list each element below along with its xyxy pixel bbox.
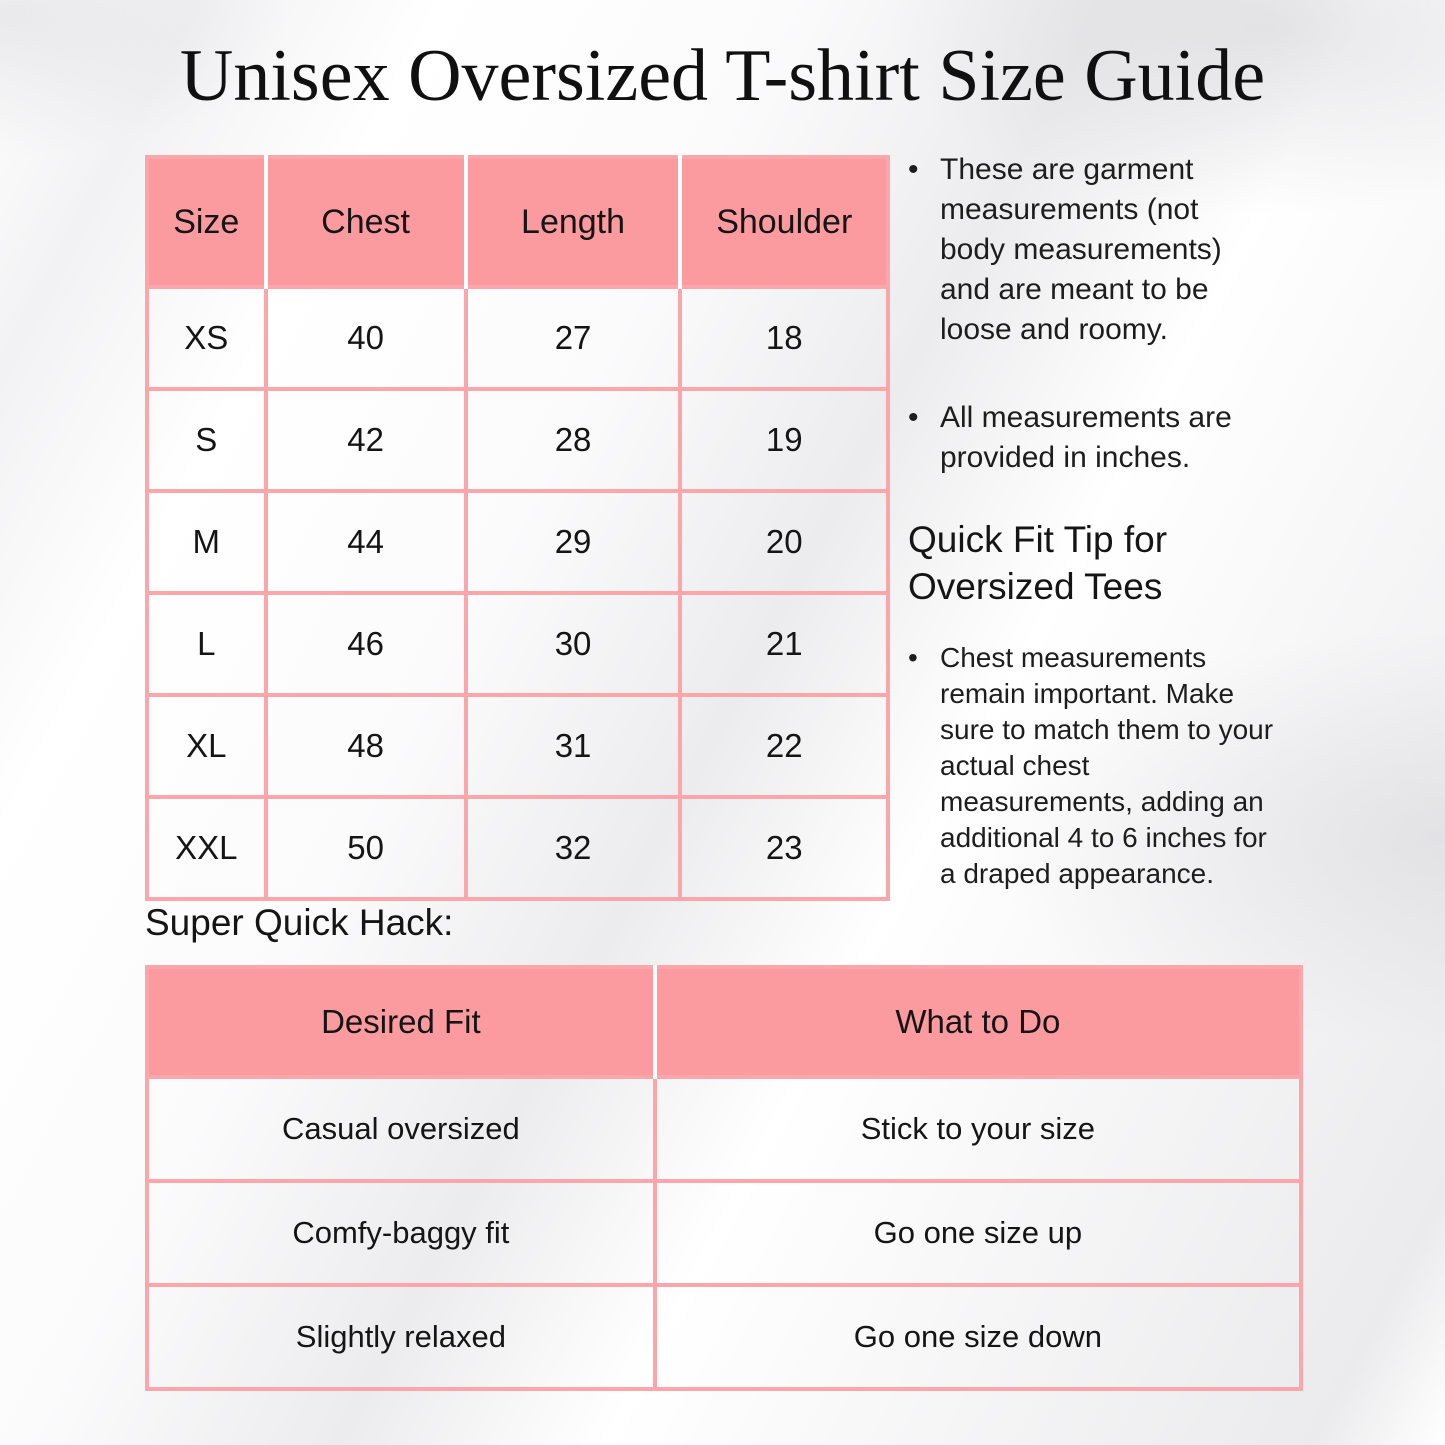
table-row [147,1181,1301,1285]
note-inches [908,398,1320,478]
table-cell: 40 [266,287,466,389]
table-cell: 20 [680,491,888,593]
table-cell: Stick to your size [655,1077,1301,1181]
table-cell: Go one size down [655,1285,1301,1389]
table-cell: 44 [266,491,466,593]
table-cell: 28 [466,389,681,491]
table-cell: L [147,593,266,695]
table-cell: Go one size up [655,1181,1301,1285]
table-cell: Slightly relaxed [147,1285,655,1389]
column-header-length: Length [466,157,681,287]
size-table [145,155,890,901]
note-text: These are garment measurements (not body measurements) and are meant to be loose and roomy. [940,153,1222,346]
table-cell: XXL [147,797,266,899]
table-cell: 21 [680,593,888,695]
table-cell: 50 [266,797,466,899]
bullet-icon: • [908,153,919,186]
bullet-icon: • [908,642,918,673]
table-row [147,1285,1301,1389]
table-cell: 46 [266,593,466,695]
note-text: All measurements are provided in inches. [940,401,1232,474]
column-header-shoulder: Shoulder [680,157,888,287]
column-header-size: Size [147,157,266,287]
table-row [147,797,888,899]
table-row [147,1077,1301,1181]
column-header-desired-fit: Desired Fit [147,967,655,1077]
size-table-header-row [147,157,888,287]
table-cell: XL [147,695,266,797]
table-row [147,389,888,491]
table-cell: 23 [680,797,888,899]
table-cell: 27 [466,287,681,389]
super-quick-hack-heading: Super Quick Hack: [145,902,454,943]
table-cell: Casual oversized [147,1077,655,1181]
note-garment-measurements [908,150,1320,350]
table-cell: 19 [680,389,888,491]
table-cell: 22 [680,695,888,797]
quick-fit-tip-heading: Quick Fit Tip for Oversized Tees [908,519,1168,607]
page-title: Unisex Oversized T-shirt Size Guide [179,35,1266,117]
note-chest-tip [908,640,1320,892]
quick-hack-table [145,965,1303,1391]
notes-panel [908,150,1320,892]
table-cell: 30 [466,593,681,695]
table-cell: 29 [466,491,681,593]
bullet-icon: • [908,401,919,434]
table-cell: S [147,389,266,491]
table-row [147,593,888,695]
table-cell: 18 [680,287,888,389]
table-row [147,287,888,389]
table-cell: 32 [466,797,681,899]
table-row [147,491,888,593]
table-row [147,695,888,797]
table-cell: 42 [266,389,466,491]
note-text: Chest measurements remain important. Make sure to match them to your actual chest measurements, adding an additional 4 to 6 inches for a draped appearance. [940,642,1274,889]
column-header-what-to-do: What to Do [655,967,1301,1077]
table-cell: XS [147,287,266,389]
table-cell: 31 [466,695,681,797]
table-cell: Comfy-baggy fit [147,1181,655,1285]
column-header-chest: Chest [266,157,466,287]
hack-table-header-row [147,967,1301,1077]
table-cell: 48 [266,695,466,797]
table-cell: M [147,491,266,593]
